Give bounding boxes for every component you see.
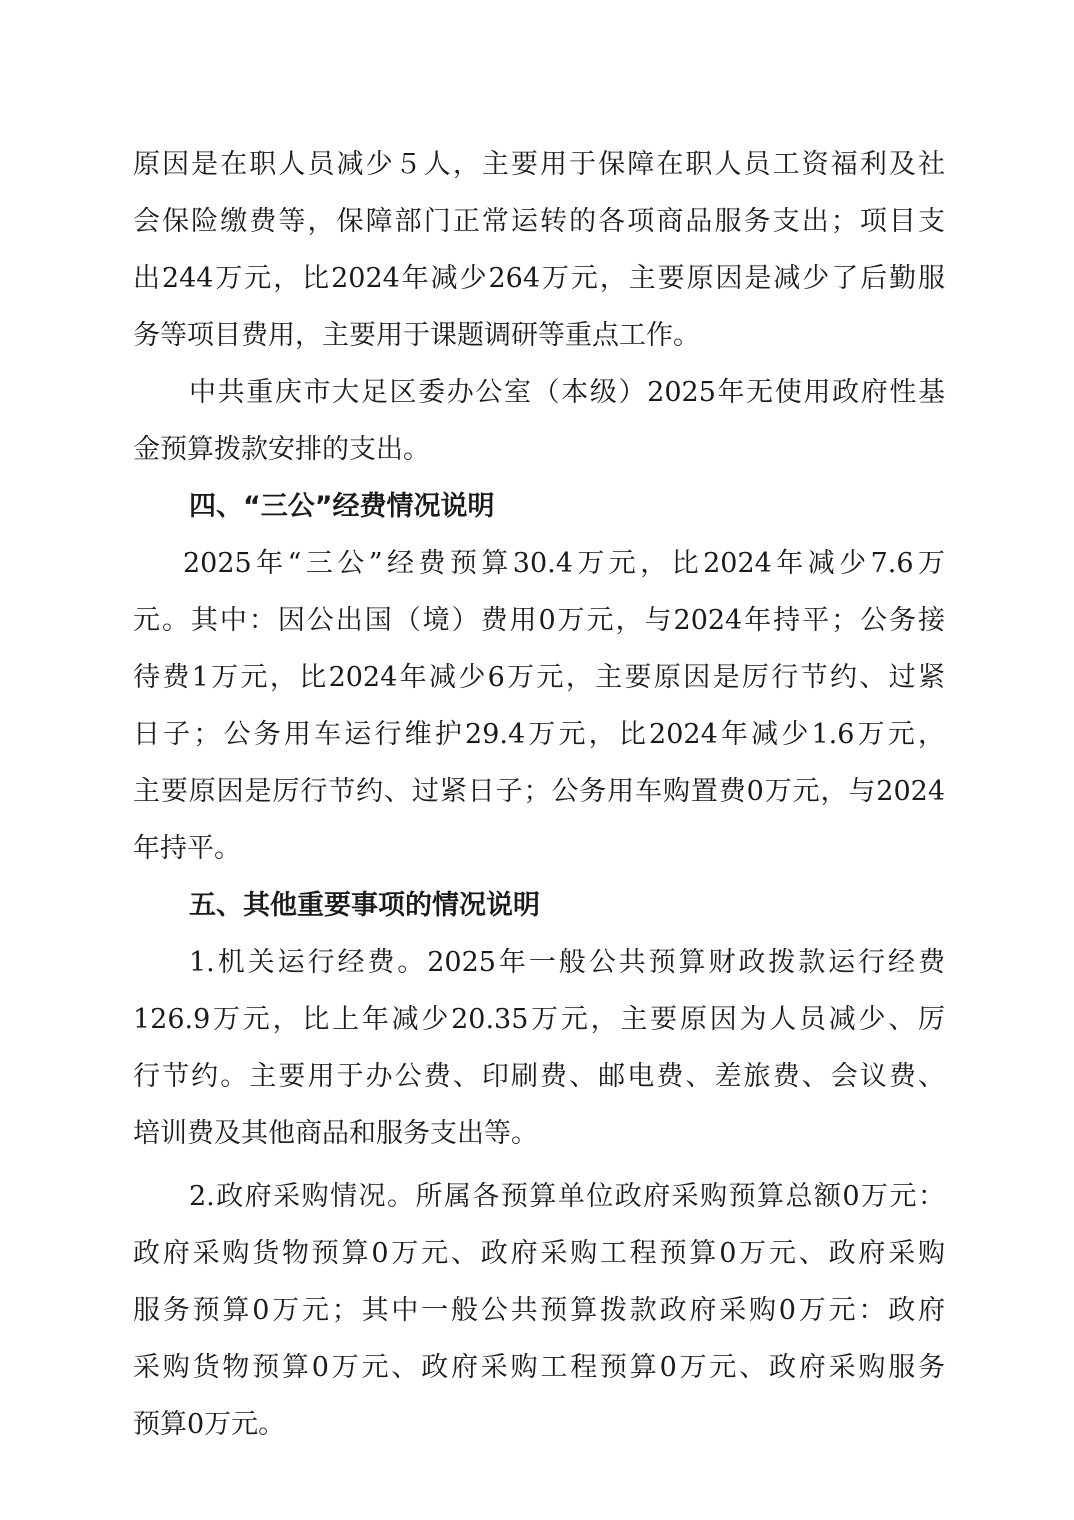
paragraph-line: 出244万元，比2024年减少264万元，主要原因是减少了后勤服 [133, 263, 945, 294]
paragraph-line: 126.9万元，比上年减少20.35万元，主要原因为人员减少、厉 [133, 1004, 945, 1035]
paragraph-line: 元。其中：因公出国（境）费用0万元，与2024年持平；公务接 [133, 605, 945, 636]
paragraph-line: 原因是在职人员减少５人，主要用于保障在职人员工资福利及社 [133, 149, 945, 180]
paragraph-line: 服务预算0万元；其中一般公共预算拨款政府采购0万元：政府 [133, 1295, 945, 1326]
paragraph-line: 2.政府采购情况。所属各预算单位政府采购预算总额0万元： [189, 1181, 945, 1212]
paragraph-line: 预算0万元。 [133, 1409, 286, 1440]
paragraph-line: 会保险缴费等，保障部门正常运转的各项商品服务支出；项目支 [133, 206, 945, 237]
paragraph-line: 培训费及其他商品和服务支出等。 [133, 1118, 538, 1149]
paragraph-line: 中共重庆市大足区委办公室（本级）2025年无使用政府性基 [189, 377, 945, 408]
section-heading-other-matters: 五、其他重要事项的情况说明 [189, 890, 540, 921]
paragraph-line: 1.机关运行经费。2025年一般公共预算财政拨款运行经费 [189, 947, 945, 978]
paragraph-line: 政府采购货物预算0万元、政府采购工程预算0万元、政府采购 [133, 1238, 945, 1269]
paragraph-line: 采购货物预算0万元、政府采购工程预算0万元、政府采购服务 [133, 1352, 945, 1383]
section-heading-three-public-funds: 四、“三公”经费情况说明 [189, 491, 495, 522]
paragraph-line: 2025年“三公”经费预算30.4万元，比2024年减少7.6万 [183, 548, 945, 579]
paragraph-line: 行节约。主要用于办公费、印刷费、邮电费、差旅费、会议费、 [133, 1061, 945, 1092]
document-body [133, 136, 945, 1453]
paragraph-line: 待费1万元，比2024年减少6万元，主要原因是厉行节约、过紧 [133, 662, 945, 693]
paragraph-line: 务等项目费用，主要用于课题调研等重点工作。 [133, 320, 700, 351]
paragraph-line: 主要原因是厉行节约、过紧日子；公务用车购置费0万元，与2024 [133, 776, 945, 807]
paragraph-line: 年持平。 [133, 833, 241, 864]
paragraph-line: 日子；公务用车运行维护29.4万元，比2024年减少1.6万元， [133, 719, 945, 750]
paragraph-line: 金预算拨款安排的支出。 [133, 434, 430, 465]
